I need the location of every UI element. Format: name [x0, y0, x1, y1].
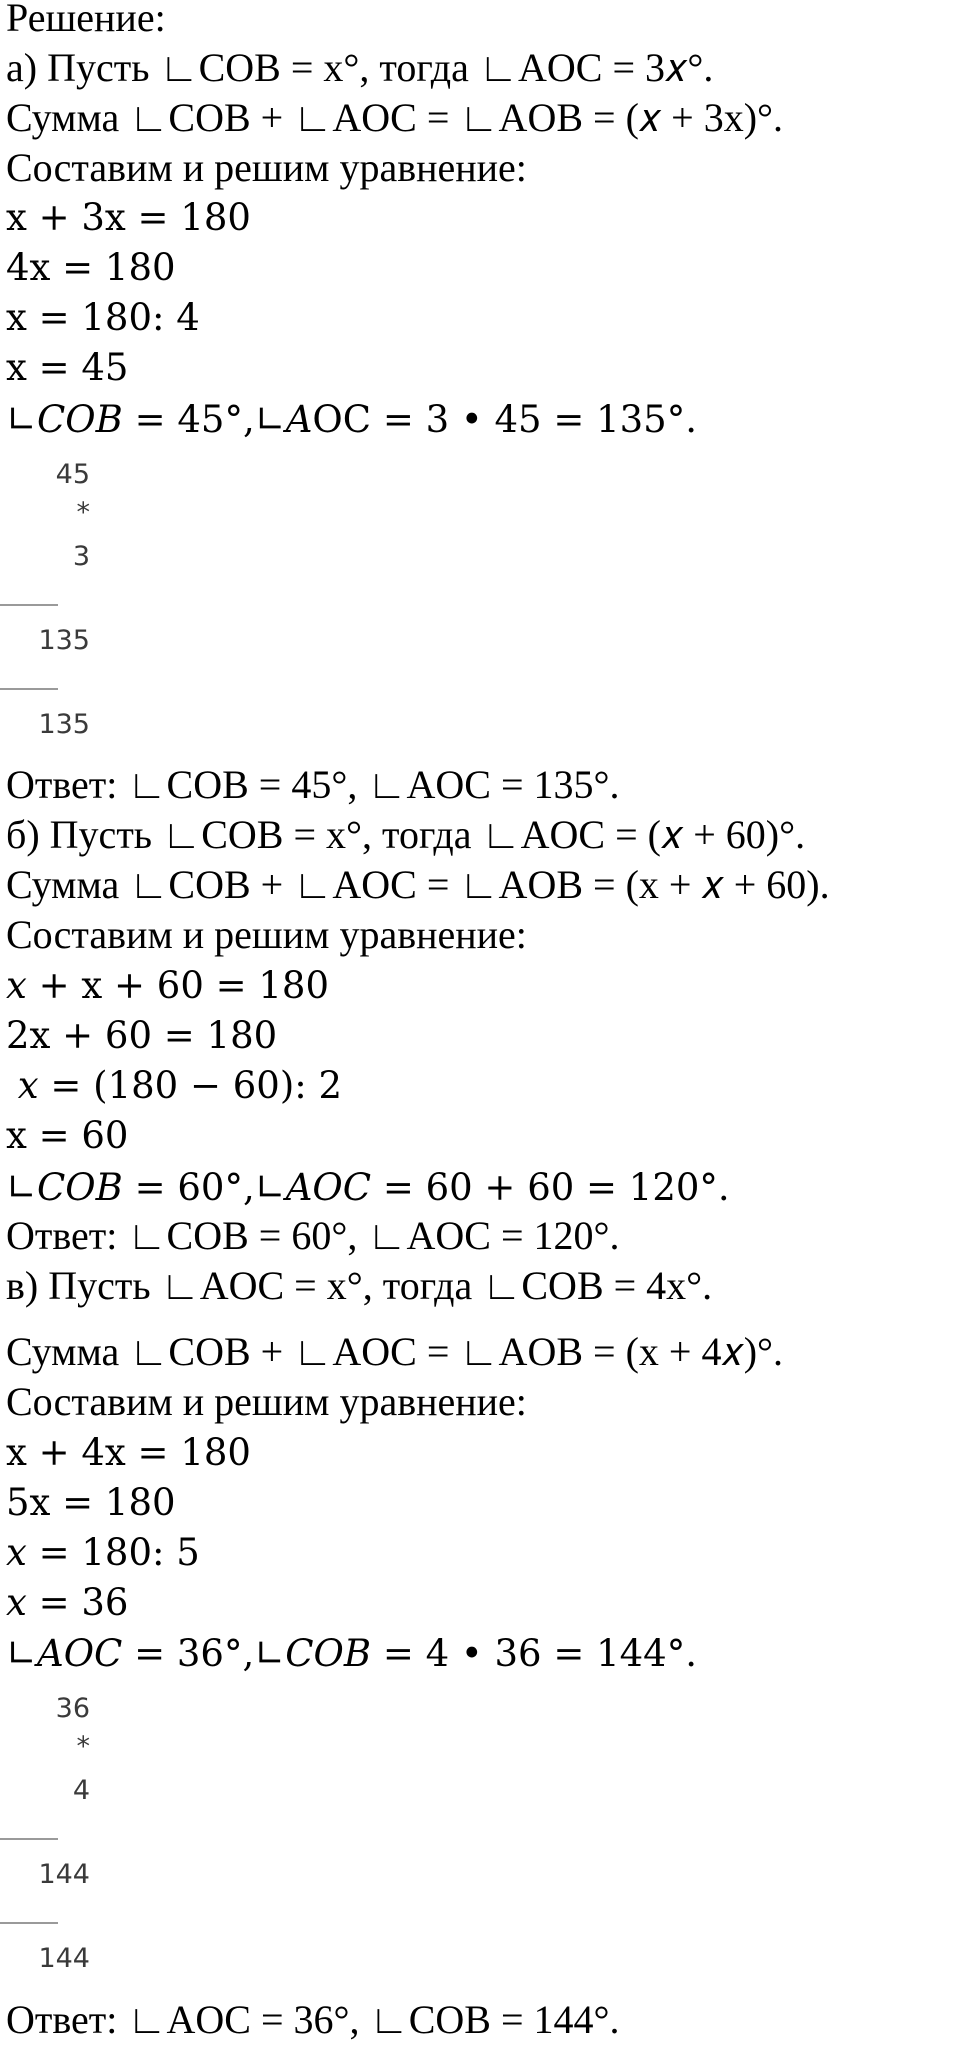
part-a-premise: а) Пусть ∟COB = x°, тогда ∟AOC = 3𝑥°. — [6, 45, 714, 90]
part-a-result: ∟𝐶𝑂𝐵 = 45°,∟𝐴OC = 3 • 45 = 135°. — [6, 398, 697, 441]
calc-rule — [0, 1922, 58, 1924]
part-b-sum: Сумма ∟COB + ∟AOC = ∟AOB = (x + 𝑥 + 60). — [6, 862, 830, 907]
calc-partial: 144 — [38, 1859, 90, 1890]
part-c-premise: в) Пусть ∟AOC = x°, тогда ∟COB = 4x°. — [6, 1263, 713, 1308]
part-a-equation-3: x = 180: 4 — [6, 296, 200, 339]
part-a-sum: Сумма ∟COB + ∟AOC = ∟AOB = (𝑥 + 3x)°. — [6, 95, 784, 140]
part-c-result: ∟𝐴𝑂𝐶 = 36°,∟𝐶𝑂𝐵 = 4 • 36 = 144°. — [6, 1632, 697, 1675]
calc-partial: 135 — [38, 625, 90, 656]
calc-operator: * — [76, 497, 90, 528]
part-c-equation-3: 𝑥 = 180: 5 — [6, 1531, 200, 1574]
part-b-answer: Ответ: ∟COB = 60°, ∟AOC = 120°. — [6, 1213, 620, 1258]
part-a-equation-1: x + 3x = 180 — [6, 196, 251, 239]
part-b-equation-1: 𝑥 + x + 60 = 180 — [6, 964, 330, 1007]
part-c-sum: Сумма ∟COB + ∟AOC = ∟AOB = (x + 4𝑥)°. — [6, 1329, 784, 1374]
part-a-equation-2: 4x = 180 — [6, 246, 176, 289]
part-a-answer: Ответ: ∟COB = 45°, ∟AOC = 135°. — [6, 762, 620, 807]
part-a-equation-4: x = 45 — [6, 346, 129, 389]
calc-multiplicand: 36 — [55, 1693, 90, 1724]
part-b-equation-2: 2x + 60 = 180 — [6, 1014, 278, 1057]
part-c-setup: Составим и решим уравнение: — [6, 1379, 527, 1424]
part-b-premise: б) Пусть ∟COB = x°, тогда ∟AOC = (𝑥 + 60)°. — [6, 812, 806, 857]
solution-heading: Решение: — [6, 0, 166, 40]
calc-multiplier: 4 — [72, 1775, 90, 1806]
calc-rule — [0, 688, 58, 690]
calc-multiplicand: 45 — [55, 459, 90, 490]
part-a-setup: Составим и решим уравнение: — [6, 145, 527, 190]
part-c-equation-4: 𝑥 = 36 — [6, 1581, 129, 1624]
calc-result: 144 — [38, 1943, 90, 1974]
part-b-setup: Составим и решим уравнение: — [6, 912, 527, 957]
part-c-equation-2: 5x = 180 — [6, 1481, 176, 1524]
calc-rule — [0, 604, 58, 606]
part-c-equation-1: x + 4x = 180 — [6, 1431, 251, 1474]
calc-rule — [0, 1838, 58, 1840]
part-b-equation-4: x = 60 — [6, 1114, 129, 1157]
part-c-answer: Ответ: ∟AOC = 36°, ∟COB = 144°. — [6, 1997, 620, 2042]
calc-operator: * — [76, 1731, 90, 1762]
calc-result: 135 — [38, 709, 90, 740]
part-b-result: ∟𝐶𝑂𝐵 = 60°,∟𝐴𝑂𝐶 = 60 + 60 = 120°. — [6, 1166, 730, 1209]
part-b-equation-3: 𝑥 = (180 − 60): 2 — [6, 1064, 343, 1107]
calc-multiplier: 3 — [72, 541, 90, 572]
